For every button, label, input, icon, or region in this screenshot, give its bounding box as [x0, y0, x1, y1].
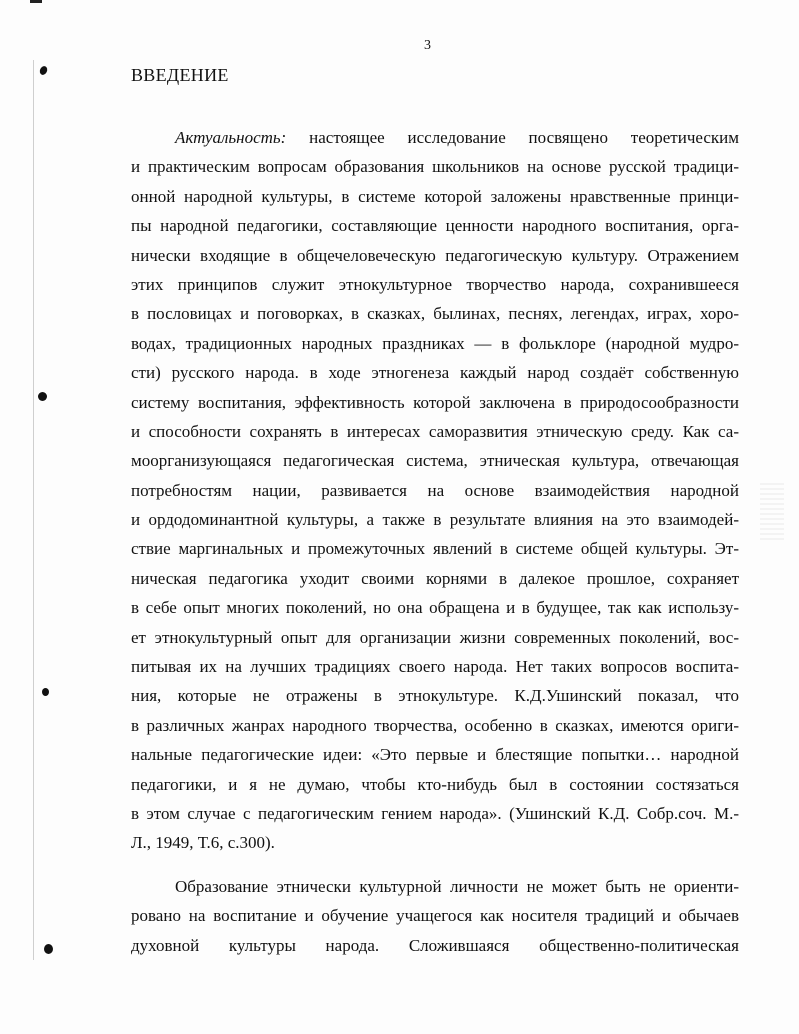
- scan-artifact: [30, 0, 42, 3]
- text-line: водах, традиционных народных праздниках — в фольклоре (народной мудро-: [131, 333, 739, 353]
- text-line: этих принципов служит этнокультурное творчество народа, сохранившееся: [131, 274, 739, 294]
- text-line: нальные педагогические идеи: «Это первые и блестящие попытки… народной: [131, 745, 739, 765]
- text-line: сти) русского народа. в ходе этногенеза каждый народ создаёт собственную: [131, 363, 739, 383]
- text-line: Образование этнически культурной личности не может быть не ориенти-: [175, 877, 739, 896]
- section-heading: ВВЕДЕНИЕ: [131, 65, 229, 85]
- first-line-text: настоящее исследование посвящено теоретическим: [286, 128, 739, 147]
- text-line: ствие маргинальных и промежуточных явлений в системе общей культуры. Эт-: [131, 539, 739, 559]
- text-line: систему воспитания, эффективность которой заключена в природосообразности: [131, 392, 739, 412]
- text-line: пы народной педагогики, составляющие ценности народного воспитания, орга-: [131, 216, 739, 236]
- text-line: педагогики, и я не думаю, чтобы кто-нибудь был в состоянии состязаться: [131, 774, 739, 794]
- text-line: питывая их на лучших традициях своего народа. Нет таких вопросов воспита-: [131, 657, 739, 677]
- page-number: 3: [424, 38, 431, 53]
- text-line: ническая педагогика уходит своими корнями в далекое прошлое, сохраняет: [131, 568, 739, 588]
- text-line: в этом случае с педагогическим гением народа». (Ушинский К.Д. Собр.соч. М.-: [131, 803, 739, 823]
- text-line: онной народной культуры, в системе которой заложены нравственные принци-: [131, 186, 739, 206]
- scan-blot: [38, 65, 48, 76]
- paragraph-education: [131, 872, 739, 960]
- lead-term: Актуальность:: [175, 128, 287, 147]
- scan-blot: [38, 392, 47, 401]
- text-line: ровано на воспитание и обучение учащегося как носителя традиций и обычаев: [131, 906, 739, 926]
- text-line: духовной культуры народа. Сложившаяся общественно-политическая: [131, 935, 739, 955]
- scan-blot: [42, 688, 49, 696]
- text-line: потребностям нации, развивается на основе взаимодействия народной: [131, 480, 739, 500]
- text-line: ет этнокультурный опыт для организации жизни современных поколений, вос-: [131, 627, 739, 647]
- text-line: в пословицах и поговорках, в сказках, былинах, песнях, легендах, играх, хоро-: [131, 304, 739, 324]
- text-line: в себе опыт многих поколений, но она обращена и в будущее, так как использу-: [131, 598, 739, 618]
- scan-margin-line: [33, 60, 34, 960]
- scan-speckle: [760, 480, 784, 540]
- text-line: в различных жанрах народного творчества, особенно в сказках, имеются ориги-: [131, 715, 739, 735]
- paragraph-relevance: [131, 123, 739, 858]
- text-line: нически входящие в общечеловеческую педагогическую культуру. Отражением: [131, 245, 739, 265]
- text-line-last: Л., 1949, Т.6, с.300).: [131, 833, 275, 853]
- scan-blot: [44, 944, 53, 954]
- text-line: и ордодоминантной культуры, а также в результате влияния на это взаимодей-: [131, 510, 739, 530]
- text-line: и способности сохранять в интересах саморазвития этническую среду. Как са-: [131, 421, 739, 441]
- text-line: ния, которые не отражены в этнокультуре. К.Д.Ушинский показал, что: [131, 686, 739, 706]
- paragraph-first-line: [131, 123, 739, 152]
- text-line: и практическим вопросам образования школьников на основе русской традици-: [131, 157, 739, 177]
- text-line: моорганизующаяся педагогическая система, этническая культура, отвечающая: [131, 451, 739, 471]
